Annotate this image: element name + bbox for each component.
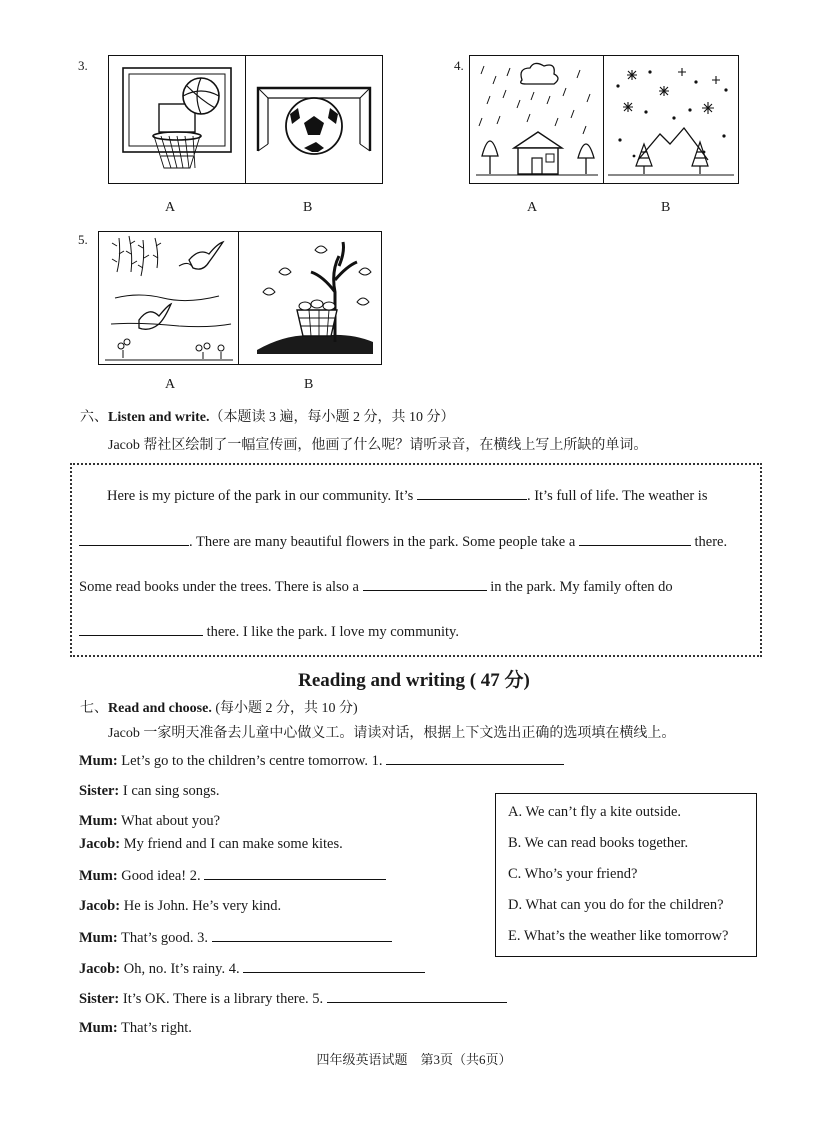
- options-box: [495, 793, 757, 957]
- dialogue-line-10: [79, 1020, 192, 1037]
- dialogue-text: Oh, no. It’s rainy. 4.: [123, 961, 240, 977]
- dialogue-line-7: [79, 929, 392, 947]
- option-d: D. What can you do for the children?: [508, 897, 724, 913]
- passage-line-3: [79, 578, 673, 596]
- dialogue-line-5: [79, 867, 386, 885]
- speaker: Mum:: [79, 753, 118, 769]
- answer-blank-2[interactable]: [79, 533, 189, 546]
- speaker: Sister:: [79, 991, 120, 1007]
- section-6-title-bold: Listen and write.: [108, 410, 210, 425]
- picture-pair-4: [469, 55, 739, 184]
- speaker: Mum:: [79, 1020, 118, 1036]
- passage-line-2: [79, 533, 727, 551]
- option-label-b: B: [304, 377, 314, 392]
- speaker: Jacob:: [79, 836, 121, 852]
- dialogue-text: That’s good. 3.: [121, 930, 209, 946]
- section-6-title: [80, 406, 455, 426]
- basketball-hoop-icon: [109, 56, 245, 183]
- passage-text: Some read books under the trees. There is also a: [79, 579, 359, 595]
- speaker: Sister:: [79, 783, 120, 799]
- option-b: B. We can read books together.: [508, 835, 689, 851]
- section-7-title: [80, 697, 358, 717]
- option-e: E. What’s the weather like tomorrow?: [508, 928, 729, 944]
- picture-pair-5: [98, 231, 382, 365]
- answer-blank-q4[interactable]: [243, 960, 425, 973]
- dialogue-text: I can sing songs.: [122, 783, 220, 799]
- passage-text: in the park. My family often do: [490, 579, 673, 595]
- option-a: A. We can’t fly a kite outside.: [508, 804, 682, 820]
- dialogue-text: Let’s go to the children’s centre tomorrow. 1.: [121, 753, 383, 769]
- dialogue-text: Good idea! 2.: [121, 868, 201, 884]
- soccer-goal-icon: [246, 56, 382, 183]
- option-label-b: B: [661, 200, 671, 215]
- dialogue-text: That’s right.: [121, 1020, 192, 1036]
- dialogue-text: He is John. He’s very kind.: [123, 898, 282, 914]
- spring-birds-icon: [99, 232, 238, 364]
- option-c: C. Who’s your friend?: [508, 866, 638, 882]
- picture-pair-3: [108, 55, 383, 184]
- option-label-a: A: [165, 377, 176, 392]
- section-6-prefix: 六、: [80, 410, 108, 425]
- speaker: Mum:: [79, 868, 118, 884]
- passage-line-1: [107, 487, 707, 505]
- answer-blank-5[interactable]: [79, 623, 203, 636]
- speaker: Jacob:: [79, 961, 121, 977]
- option-label-a: A: [165, 200, 176, 215]
- answer-blank-q3[interactable]: [212, 929, 392, 942]
- question-number-4: 4.: [454, 58, 464, 73]
- answer-blank-1[interactable]: [417, 487, 527, 500]
- speaker: Jacob:: [79, 898, 121, 914]
- passage-text: there. I like the park. I love my community.: [206, 624, 459, 640]
- dialogue-line-2: [79, 783, 220, 800]
- section-7-title-bold: Read and choose.: [108, 701, 212, 716]
- dialogue-text: My friend and I can make some kites.: [123, 836, 343, 852]
- dialogue-text: What about you?: [121, 813, 221, 829]
- autumn-tree-icon: [239, 232, 381, 364]
- answer-blank-4[interactable]: [363, 578, 487, 591]
- passage-text: . There are many beautiful flowers in the park. Some people take a: [189, 534, 576, 550]
- section-7-title-suffix: (每小题 2 分，共 10 分): [211, 701, 358, 716]
- passage-text: Here is my picture of the park in our community. It’s: [107, 488, 414, 504]
- passage-text: there.: [694, 534, 728, 550]
- option-label-a: A: [527, 200, 538, 215]
- answer-blank-3[interactable]: [579, 533, 691, 546]
- reading-writing-title: Reading and writing ( 47 分): [298, 670, 530, 691]
- answer-blank-q1[interactable]: [386, 752, 564, 765]
- dialogue-line-1: [79, 752, 564, 770]
- answer-blank-q2[interactable]: [204, 867, 386, 880]
- option-label-b: B: [303, 200, 313, 215]
- section-6-title-suffix: （本题读 3 遍，每小题 2 分，共 10 分）: [209, 410, 455, 425]
- passage-text: . It’s full of life. The weather is: [526, 488, 708, 504]
- dialogue-line-9: [79, 990, 507, 1008]
- speaker: Mum:: [79, 813, 118, 829]
- section-7-prefix: 七、: [80, 701, 108, 716]
- question-number-3: 3.: [78, 58, 88, 73]
- answer-blank-q5[interactable]: [327, 990, 507, 1003]
- passage-line-4: [79, 623, 459, 641]
- snowy-mountain-icon: [604, 56, 738, 183]
- speaker: Mum:: [79, 930, 118, 946]
- section-6-instruction: Jacob 帮社区绘制了一幅宣传画，他画了什么呢？请听录音，在横线上写上所缺的单词。: [108, 438, 648, 453]
- dialogue-text: It’s OK. There is a library there. 5.: [122, 991, 324, 1007]
- rainy-house-icon: [470, 56, 603, 183]
- dialogue-line-8: [79, 960, 425, 978]
- dialogue-line-3: [79, 813, 220, 830]
- dialogue-line-4: [79, 836, 343, 853]
- dialogue-line-6: [79, 898, 281, 915]
- question-number-5: 5.: [78, 232, 88, 247]
- page-footer: 四年级英语试题 第3页（共6页）: [316, 1052, 512, 1067]
- section-7-instruction: Jacob 一家明天准备去儿童中心做义工。请读对话，根据上下文选出正确的选项填在横线上。: [108, 726, 676, 741]
